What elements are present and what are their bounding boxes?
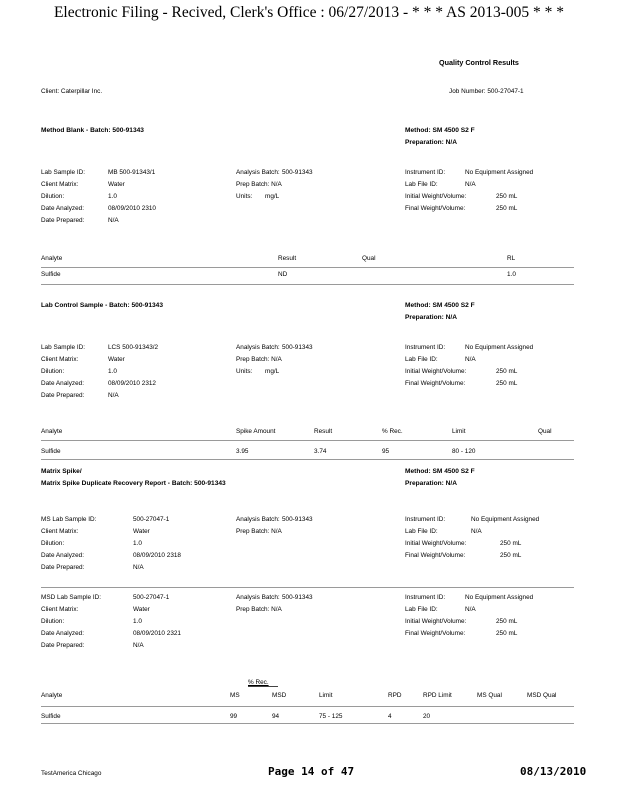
footer-lab-name: TestAmerica Chicago [41,770,102,777]
instrument-id-value: No Equipment Assigned [465,169,534,176]
col-ms: MS [230,692,240,699]
dilution-label: Dilution: [41,193,65,200]
analysis-batch-value: 500-91343 [282,594,313,601]
client-matrix-value: Water [108,181,125,188]
dilution-value: 1.0 [108,368,117,375]
client-matrix-label: Client Matrix: [41,528,79,535]
analysis-batch-value: 500-91343 [282,516,313,523]
client-matrix-value: Water [133,606,150,613]
row-limit: 75 - 125 [319,713,343,720]
rec-group-underline [248,686,278,687]
initial-volume-label: Initial Weight/Volume: [405,193,467,200]
method-blank-preparation: Preparation: N/A [405,139,458,146]
initial-volume-label: Initial Weight/Volume: [405,618,467,625]
divider [41,267,574,268]
final-volume-label: Final Weight/Volume: [405,630,466,637]
final-volume-value: 250 mL [496,380,518,387]
dilution-value: 1.0 [133,618,142,625]
date-prepared-label: Date Prepared: [41,217,85,224]
date-analyzed-label: Date Analyzed: [41,552,84,559]
footer-page-number: Page 14 of 47 [268,765,355,778]
date-prepared-value: N/A [108,217,119,224]
divider [41,723,574,724]
analysis-batch-value: 500-91343 [282,169,313,176]
instrument-id-value: No Equipment Assigned [465,594,534,601]
prep-batch: Prep Batch: N/A [236,606,282,613]
method-blank-method: Method: SM 4500 S2 F [405,127,475,134]
row-rl: 1.0 [507,271,516,278]
initial-volume-value: 250 mL [496,193,518,200]
date-prepared-label: Date Prepared: [41,392,85,399]
lab-sample-id-label: Lab Sample ID: [41,169,86,176]
lcs-title: Lab Control Sample - Batch: 500-91343 [41,302,164,309]
client-matrix-value: Water [133,528,150,535]
lab-file-id-label: Lab File ID: [405,528,438,535]
divider [41,706,574,707]
ms-lab-sample-id-value: 500-27047-1 [133,516,170,523]
row-analyte: Sulfide [41,713,61,720]
ms-title-line1: Matrix Spike/ [41,468,82,475]
units-label: Units: [236,193,253,200]
date-analyzed-value: 08/09/2010 2312 [108,380,156,387]
col-rl: RL [507,255,516,262]
col-rpd-limit: RPD Limit [423,692,452,699]
col-result: Result [314,428,333,435]
row-rpd-limit: 20 [423,713,431,720]
initial-volume-label: Initial Weight/Volume: [405,368,467,375]
dilution-label: Dilution: [41,368,65,375]
analysis-batch-value: 500-91343 [282,344,313,351]
col-limit: Limit [452,428,466,435]
col-analyte: Analyte [41,255,63,262]
divider [41,459,574,460]
client-matrix-label: Client Matrix: [41,181,79,188]
instrument-id-value: No Equipment Assigned [465,344,534,351]
ms-method: Method: SM 4500 S2 F [405,468,475,475]
msd-lab-sample-id-value: 500-27047-1 [133,594,170,601]
lab-sample-id-label: Lab Sample ID: [41,344,86,351]
col-analyte: Analyte [41,692,63,699]
date-analyzed-label: Date Analyzed: [41,380,84,387]
final-volume-label: Final Weight/Volume: [405,205,466,212]
row-rec: 95 [382,448,390,455]
col-qual: Qual [538,428,552,435]
client-name: Client: Caterpillar Inc. [41,88,103,95]
initial-volume-label: Initial Weight/Volume: [405,540,467,547]
row-rpd: 4 [388,713,392,720]
col-analyte: Analyte [41,428,63,435]
analysis-batch-label: Analysis Batch: [236,169,280,176]
row-analyte: Sulfide [41,448,61,455]
row-ms: 99 [230,713,238,720]
lab-file-id-value: N/A [465,606,476,613]
date-analyzed-value: 08/09/2010 2321 [133,630,181,637]
col-ms-qual: MS Qual [477,692,502,699]
row-msd: 94 [272,713,280,720]
date-prepared-value: N/A [108,392,119,399]
units-value: mg/L [265,193,280,200]
lab-file-id-value: N/A [465,356,476,363]
job-number: Job Number: 500-27047-1 [449,88,524,95]
instrument-id-label: Instrument ID: [405,344,446,351]
dilution-label: Dilution: [41,618,65,625]
units-value: mg/L [265,368,280,375]
footer-date: 08/13/2010 [520,765,587,778]
date-prepared-value: N/A [133,564,144,571]
col-rec: % Rec. [382,428,403,435]
instrument-id-value: No Equipment Assigned [471,516,540,523]
lab-file-id-label: Lab File ID: [405,356,438,363]
dilution-value: 1.0 [133,540,142,547]
rec-group-header: % Rec. [248,679,269,686]
date-analyzed-label: Date Analyzed: [41,205,84,212]
lab-sample-id-value: MB 500-91343/1 [108,169,156,176]
date-prepared-value: N/A [133,642,144,649]
ms-preparation: Preparation: N/A [405,480,458,487]
method-blank-title: Method Blank - Batch: 500-91343 [41,127,144,134]
row-analyte: Sulfide [41,271,61,278]
analysis-batch-label: Analysis Batch: [236,344,280,351]
client-matrix-label: Client Matrix: [41,356,79,363]
lcs-method: Method: SM 4500 S2 F [405,302,475,309]
row-limit: 80 - 120 [452,448,476,455]
col-spike-amount: Spike Amount [236,428,276,435]
msd-lab-sample-id-label: MSD Lab Sample ID: [41,594,102,601]
divider [41,587,574,588]
analysis-batch-label: Analysis Batch: [236,516,280,523]
units-label: Units: [236,368,253,375]
col-qual: Qual [362,255,376,262]
dilution-label: Dilution: [41,540,65,547]
row-result: ND [278,271,288,278]
instrument-id-label: Instrument ID: [405,516,446,523]
row-result: 3.74 [314,448,327,455]
lcs-preparation: Preparation: N/A [405,314,458,321]
instrument-id-label: Instrument ID: [405,594,446,601]
col-msd-qual: MSD Qual [527,692,557,699]
lab-sample-id-value: LCS 500-91343/2 [108,344,159,351]
col-limit: Limit [319,692,333,699]
client-matrix-value: Water [108,356,125,363]
prep-batch: Prep Batch: N/A [236,181,282,188]
instrument-id-label: Instrument ID: [405,169,446,176]
initial-volume-value: 250 mL [496,368,518,375]
analysis-batch-label: Analysis Batch: [236,594,280,601]
lab-file-id-label: Lab File ID: [405,181,438,188]
date-prepared-label: Date Prepared: [41,564,85,571]
client-matrix-label: Client Matrix: [41,606,79,613]
ms-title-line2: Matrix Spike Duplicate Recovery Report - Batch: 500-91343 [41,480,226,487]
initial-volume-value: 250 mL [500,540,522,547]
col-rpd: RPD [388,692,402,699]
filing-stamp: Electronic Filing - Recived, Clerk's Office : 06/27/2013 - * * * AS 2013-005 * * * [53,4,565,21]
ms-lab-sample-id-label: MS Lab Sample ID: [41,516,97,523]
divider [41,440,574,441]
col-msd: MSD [272,692,287,699]
lab-file-id-label: Lab File ID: [405,606,438,613]
dilution-value: 1.0 [108,193,117,200]
prep-batch: Prep Batch: N/A [236,528,282,535]
final-volume-value: 250 mL [496,630,518,637]
final-volume-label: Final Weight/Volume: [405,380,466,387]
col-result: Result [278,255,297,262]
date-prepared-label: Date Prepared: [41,642,85,649]
date-analyzed-label: Date Analyzed: [41,630,84,637]
prep-batch: Prep Batch: N/A [236,356,282,363]
initial-volume-value: 250 mL [496,618,518,625]
final-volume-label: Final Weight/Volume: [405,552,466,559]
final-volume-value: 250 mL [500,552,522,559]
lab-file-id-value: N/A [465,181,476,188]
final-volume-value: 250 mL [496,205,518,212]
report-title: Quality Control Results [439,58,519,67]
row-spike-amount: 3.95 [236,448,249,455]
date-analyzed-value: 08/09/2010 2318 [133,552,181,559]
date-analyzed-value: 08/09/2010 2310 [108,205,156,212]
lab-file-id-value: N/A [471,528,482,535]
divider [41,284,574,285]
